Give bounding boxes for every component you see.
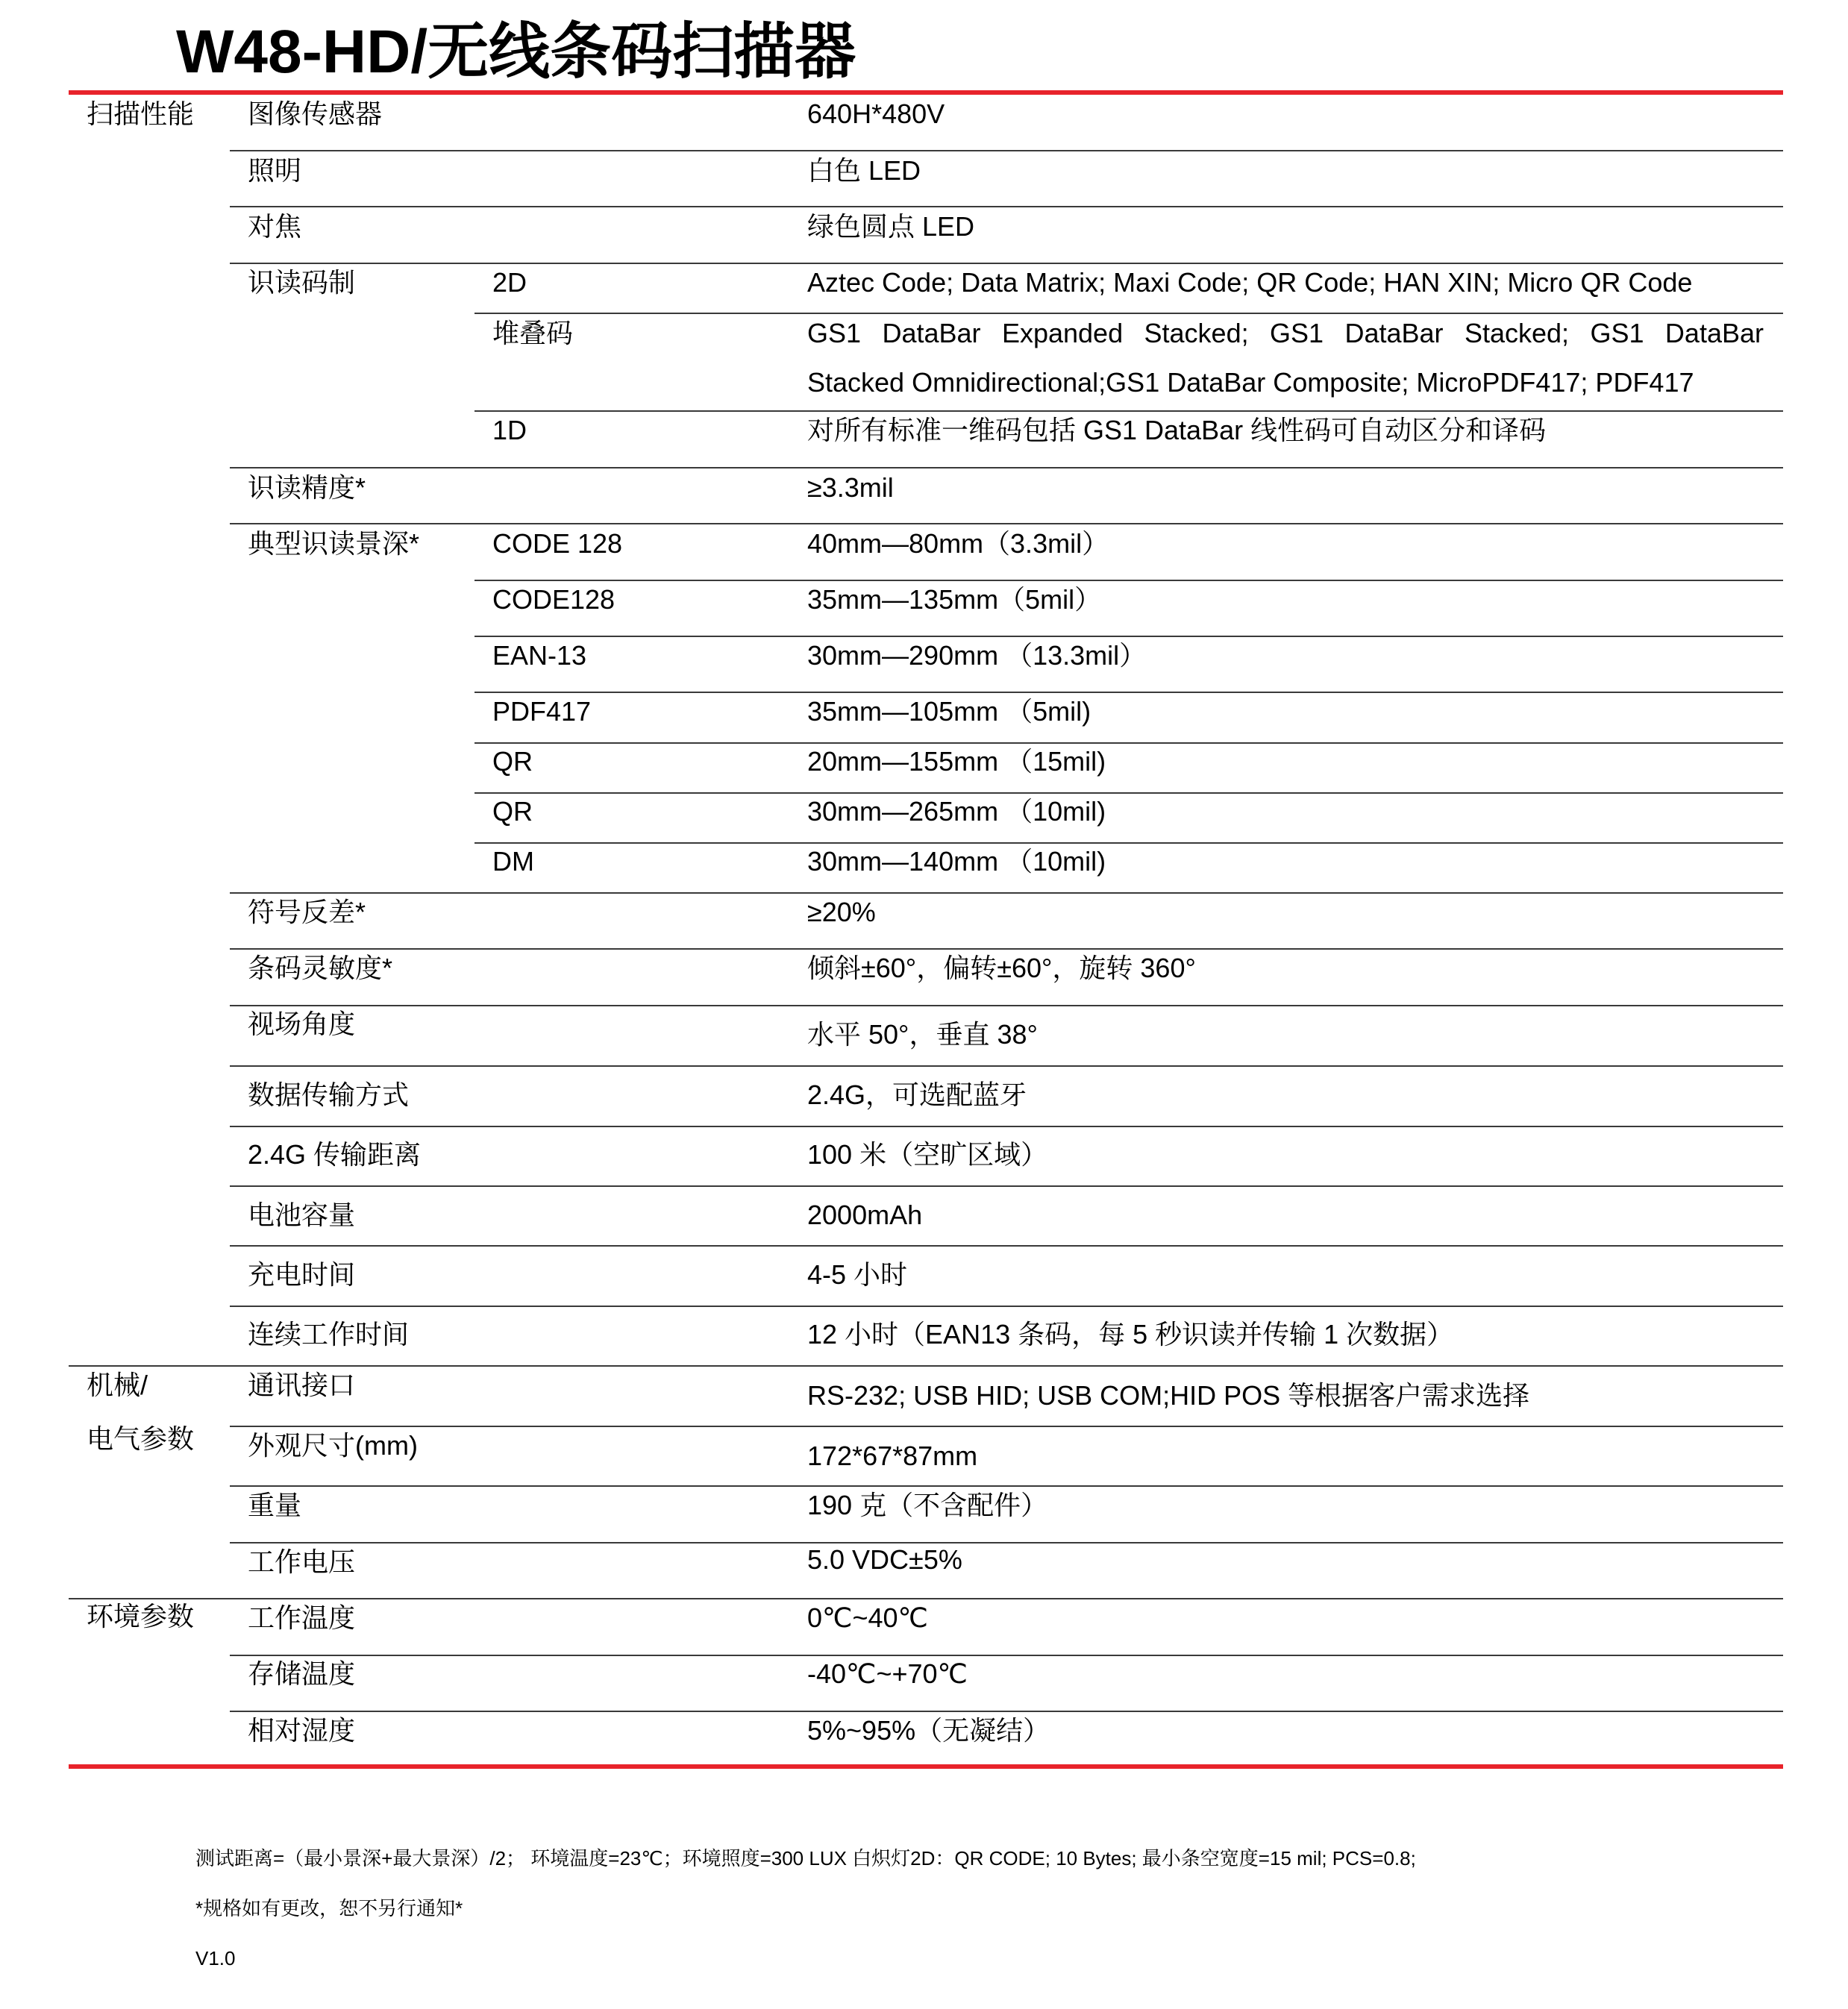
page-title: W48-HD/无线条码扫描器 [176,18,856,86]
param-humidity: 相对湿度 [248,1715,356,1746]
row-divider [230,1542,1783,1543]
sub-dof-pdf417: PDF417 [492,696,592,727]
value-aiming: 绿色圆点 LED [807,211,975,242]
row-divider [230,523,1783,524]
sub-1d: 1D [492,415,527,445]
value-1d: 对所有标准一维码包括 GS1 DataBar 线性码可自动区分和译码 [807,415,1547,445]
value-stacked-line2: Stacked Omnidirectional;GS1 DataBar Composite; MicroPDF417; PDF417 [807,367,1694,398]
category-environment: 环境参数 [87,1601,195,1632]
row-divider [230,1005,1783,1006]
category-mechanical-line1: 机械/ [87,1370,148,1400]
row-divider [230,892,1783,894]
category-mechanical-line2: 电气参数 [87,1423,195,1454]
param-range: 2.4G 传输距离 [248,1139,422,1170]
value-field-of-view: 水平 50°，垂直 38° [807,1019,1038,1050]
row-divider [474,410,1783,412]
param-resolution: 识读精度* [248,472,366,503]
value-interface: RS-232; USB HID; USB COM;HID POS 等根据客户需求选择 [807,1380,1530,1411]
value-dof-qr-15mil: 20mm—155mm （15mil) [807,746,1106,777]
value-dof-qr-10mil: 30mm—265mm （10mil) [807,796,1106,827]
row-divider [230,1426,1783,1427]
bottom-red-rule [69,1764,1783,1769]
value-weight: 190 克（不含配件） [807,1490,1048,1520]
section-divider [69,1598,1783,1599]
param-symbologies: 识读码制 [248,267,356,298]
param-contrast: 符号反差* [248,897,366,927]
value-voltage: 5.0 VDC±5% [807,1544,962,1575]
value-dof-ean13: 30mm—290mm （13.3mil） [807,640,1147,671]
param-storage-temp: 存储温度 [248,1658,356,1689]
row-divider [474,636,1783,637]
value-dimensions: 172*67*87mm [807,1441,978,1471]
value-transmission: 2.4G，可选配蓝牙 [807,1079,1027,1110]
value-stacked [807,309,1764,407]
row-divider [474,792,1783,794]
test-conditions-note: 测试距离=（最小景深+最大景深）/2； 环境温度=23℃；环境照度=300 LUX 白炽灯2D：QR CODE; 10 Bytes; 最小条空宽度=15 mil; PCS=0.8; [195,1847,1416,1869]
value-resolution: ≥3.3mil [807,472,894,503]
value-stacked-line1: GS1 DataBar Expanded Stacked; GS1 DataBar Stacked; GS1 DataBar [807,318,1764,348]
value-2d: Aztec Code; Data Matrix; Maxi Code; QR Code; HAN XIN; Micro QR Code [807,267,1693,298]
row-divider [230,467,1783,468]
top-red-rule [69,90,1783,95]
param-transmission: 数据传输方式 [248,1079,410,1110]
row-divider [474,842,1783,844]
value-dof-pdf417: 35mm—105mm （5mil) [807,696,1091,727]
param-interface: 通讯接口 [248,1370,356,1400]
row-divider [230,1306,1783,1307]
sub-dof-qr-10mil: QR [492,796,533,827]
param-weight: 重量 [248,1490,302,1520]
value-dof-code128-3mil: 40mm—80mm（3.3mil） [807,528,1109,559]
row-divider [230,150,1783,151]
param-sensitivity: 条码灵敏度* [248,953,393,983]
value-illumination: 白色 LED [807,155,921,186]
row-divider [474,742,1783,744]
value-operating-temp: 0℃~40℃ [807,1602,928,1633]
param-voltage: 工作电压 [248,1546,356,1577]
value-dof-code128-5mil: 35mm—135mm（5mil） [807,584,1102,615]
value-storage-temp: -40℃~+70℃ [807,1658,968,1689]
row-divider [230,1655,1783,1656]
row-divider [230,1065,1783,1067]
value-image-sensor: 640H*480V [807,98,945,129]
value-dof-dm: 30mm—140mm （10mil) [807,846,1106,877]
disclaimer-note: *规格如有更改，恕不另行通知* [195,1897,463,1919]
row-divider [230,1245,1783,1247]
row-divider [230,206,1783,207]
value-work-time: 12 小时（EAN13 条码，每 5 秒识读并传输 1 次数据） [807,1319,1454,1350]
sub-dof-code128-5mil: CODE128 [492,584,616,615]
sub-2d: 2D [492,267,527,298]
row-divider [474,692,1783,693]
param-operating-temp: 工作温度 [248,1602,356,1633]
param-charge-time: 充电时间 [248,1259,356,1290]
value-humidity: 5%~95%（无凝结） [807,1715,1050,1746]
value-battery: 2000mAh [807,1200,923,1230]
param-field-of-view: 视场角度 [248,1009,356,1039]
row-divider [230,1126,1783,1127]
version-label: V1.0 [195,1947,236,1969]
sub-stacked: 堆叠码 [492,318,574,348]
sub-dof-code128-3mil: CODE 128 [492,528,623,559]
row-divider [230,263,1783,264]
param-dimensions: 外观尺寸(mm) [248,1430,418,1461]
row-divider [230,1185,1783,1187]
value-contrast: ≥20% [807,897,876,927]
value-range: 100 米（空旷区域） [807,1139,1048,1170]
sub-dof-ean13: EAN-13 [492,640,587,671]
value-charge-time: 4-5 小时 [807,1259,908,1290]
value-sensitivity: 倾斜±60°，偏转±60°，旋转 360° [807,953,1196,983]
row-divider [230,1711,1783,1712]
sub-dof-qr-15mil: QR [492,746,533,777]
section-divider [69,1365,1783,1367]
param-depth-of-field: 典型识读景深* [248,528,420,559]
row-divider [474,580,1783,581]
param-image-sensor: 图像传感器 [248,98,383,129]
param-aiming: 对焦 [248,211,302,242]
param-work-time: 连续工作时间 [248,1319,410,1350]
param-battery: 电池容量 [248,1200,356,1230]
category-scan-performance: 扫描性能 [87,98,195,129]
row-divider [230,948,1783,950]
param-illumination: 照明 [248,155,302,186]
sub-dof-dm: DM [492,846,534,877]
row-divider [230,1485,1783,1487]
